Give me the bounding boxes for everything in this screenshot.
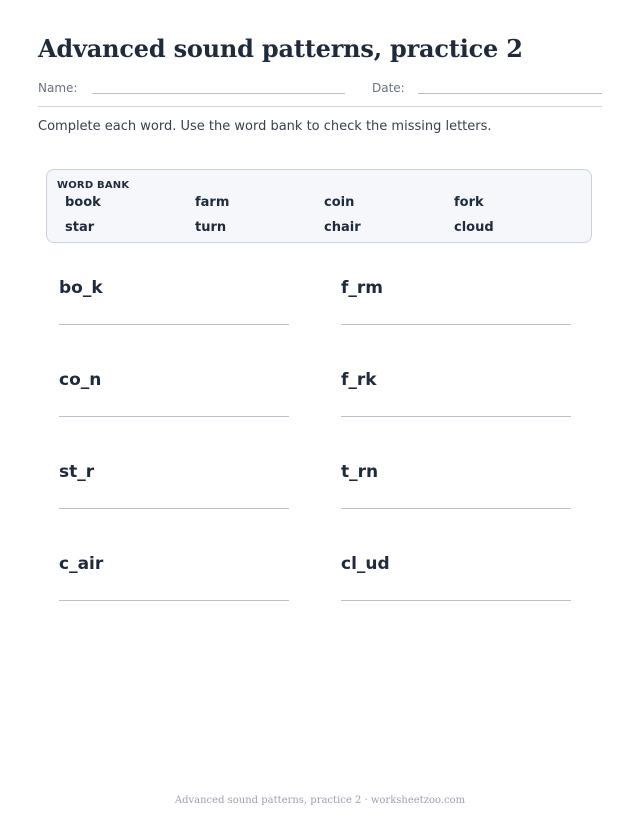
answer-line[interactable] — [341, 508, 571, 509]
word-bank-heading: WORD BANK — [57, 180, 130, 191]
answer-line[interactable] — [59, 324, 289, 325]
exercise-item — [341, 462, 571, 532]
word-bank-word: coin — [324, 195, 355, 210]
page-footer: Advanced sound patterns, practice 2 · worksheetzoo.com — [174, 795, 466, 806]
word-bank-word: cloud — [454, 220, 494, 235]
date-label: Date: — [372, 81, 405, 95]
exercise-item — [59, 278, 289, 348]
exercise-item — [59, 370, 289, 440]
word-bank-word: fork — [454, 195, 484, 210]
exercise-item — [341, 370, 571, 440]
name-label: Name: — [38, 81, 78, 95]
exercise-word: f_rm — [341, 278, 383, 298]
exercise-word: co_n — [59, 370, 102, 390]
exercise-word: cl_ud — [341, 554, 390, 574]
worksheet-title: Advanced sound patterns, practice 2 — [38, 34, 523, 63]
instructions: Complete each word. Use the word bank to check the missing letters. — [38, 119, 492, 134]
exercise-item — [341, 278, 571, 348]
word-bank-word: farm — [195, 195, 230, 210]
answer-line[interactable] — [59, 508, 289, 509]
word-bank-word: chair — [324, 220, 361, 235]
exercise-word: st_r — [59, 462, 95, 482]
answer-line[interactable] — [341, 324, 571, 325]
answer-line[interactable] — [341, 600, 571, 601]
name-field[interactable] — [92, 93, 345, 94]
exercise-word: bo_k — [59, 278, 103, 298]
answer-line[interactable] — [341, 416, 571, 417]
answer-line[interactable] — [59, 416, 289, 417]
exercise-word: c_air — [59, 554, 104, 574]
word-bank-word: star — [65, 220, 95, 235]
name-date-row — [38, 80, 602, 107]
answer-line[interactable] — [59, 600, 289, 601]
word-bank — [46, 169, 592, 243]
word-bank-word: book — [65, 195, 101, 210]
word-bank-word: turn — [195, 220, 227, 235]
exercise-word: t_rn — [341, 462, 379, 482]
exercise-item — [341, 554, 571, 624]
exercise-item — [59, 462, 289, 532]
date-field[interactable] — [418, 93, 602, 94]
exercise-item — [59, 554, 289, 624]
exercise-word: f_rk — [341, 370, 377, 390]
